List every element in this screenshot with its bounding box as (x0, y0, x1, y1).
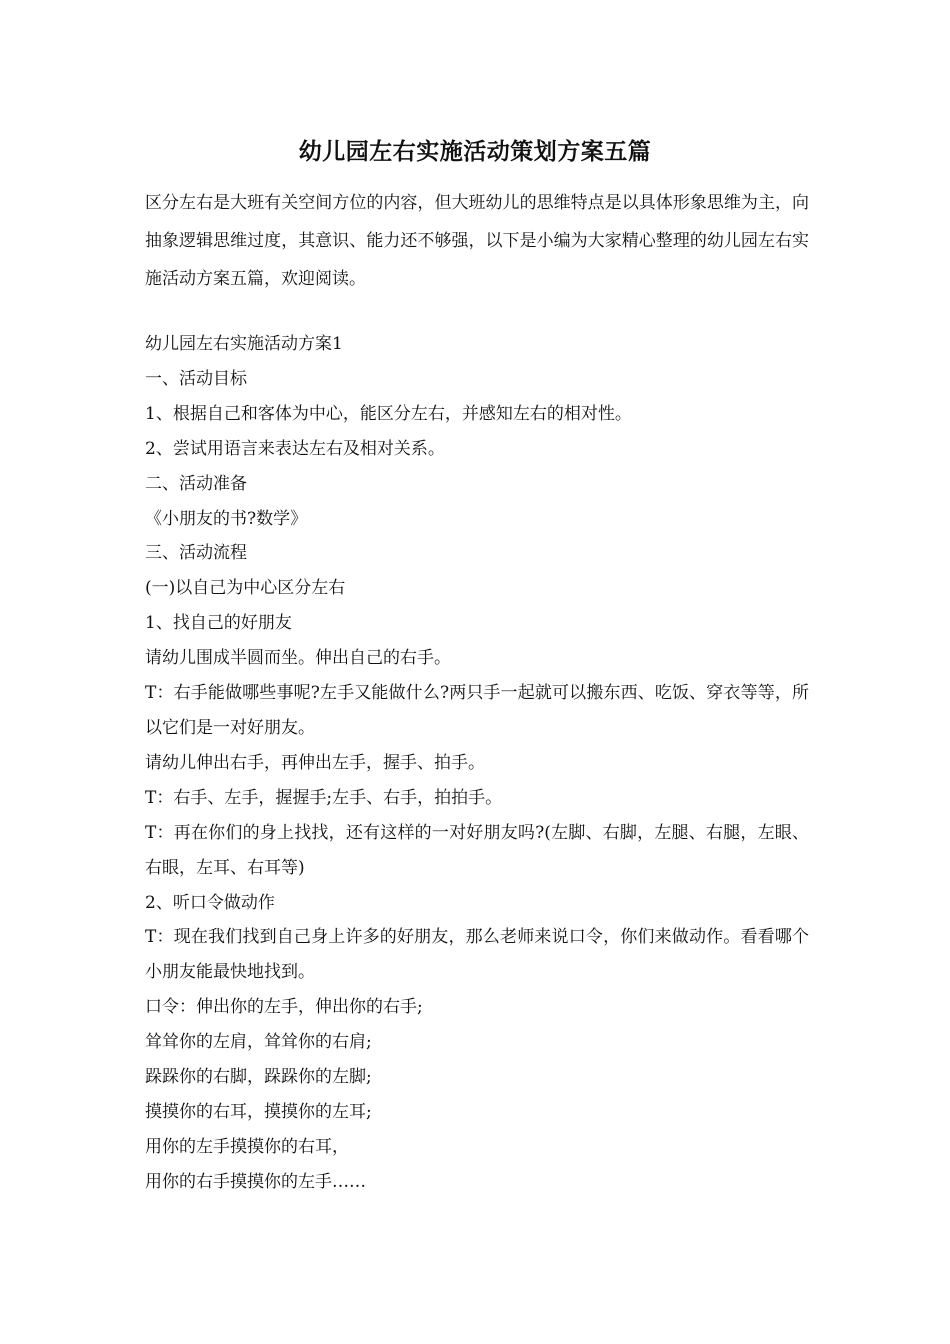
text-line: 2、听口令做动作 (145, 892, 275, 913)
text-paragraph: T：右手能做哪些事呢?左手又能做什么?两只手一起就可以搬东西、吃饭、穿衣等等，所以它们是一对好朋友。 (145, 683, 809, 738)
text-line: 1、找自己的好朋友 (145, 613, 292, 634)
text-line: 用你的右手摸摸你的左手…… (145, 1171, 366, 1192)
heading-goals: 一、活动目标 (145, 368, 247, 389)
text-line: 《小朋友的书?数学》 (145, 508, 308, 529)
text-line: 用你的左手摸摸你的右耳， (145, 1136, 349, 1157)
heading-process: 三、活动流程 (145, 543, 247, 564)
text-line: 跺跺你的右脚，跺跺你的左脚; (145, 1067, 372, 1088)
intro-text: 区分左右是大班有关空间方位的内容，但大班幼儿的思维特点是以具体形象思维为主，向抽象逻辑思维过度，其意识、能力还不够强，以下是小编为大家精心整理的幼儿园左右实施活动方案五篇，欢迎阅读。 (145, 193, 809, 289)
heading-preparation: 二、活动准备 (145, 473, 247, 494)
intro-paragraph (145, 184, 809, 298)
section-heading: 幼儿园左右实施活动方案1 (145, 334, 343, 354)
text-line: 摸摸你的右耳，摸摸你的左耳; (145, 1101, 372, 1122)
text-line: (一)以自己为中心区分左右 (145, 578, 346, 599)
text-line: 2、尝试用语言来表达左右及相对关系。 (145, 438, 445, 459)
document-title: 幼儿园左右实施活动策划方案五篇 (298, 138, 652, 165)
text-line: 请幼儿伸出右手，再伸出左手，握手、拍手。 (145, 752, 485, 773)
text-paragraph: T：再在你们的身上找找，还有这样的一对好朋友吗?(左脚、右脚，左腿、右腿，左眼、右眼，左耳、右耳等) (145, 822, 809, 878)
document-body (145, 327, 809, 1200)
text-line: 耸耸你的左肩，耸耸你的右肩; (145, 1032, 372, 1053)
text-paragraph: T：现在我们找到自己身上许多的好朋友，那么老师来说口令，你们来做动作。看看哪个小朋友能最快地找到。 (145, 927, 809, 983)
text-line: 1、根据自己和客体为中心，能区分左右，并感知左右的相对性。 (145, 403, 632, 424)
text-line: T：右手、左手，握握手;左手、右手，拍拍手。 (145, 787, 503, 808)
text-line: 口令：伸出你的左手，伸出你的右手; (145, 997, 423, 1018)
text-line: 请幼儿围成半圆而坐。伸出自己的右手。 (145, 648, 451, 669)
